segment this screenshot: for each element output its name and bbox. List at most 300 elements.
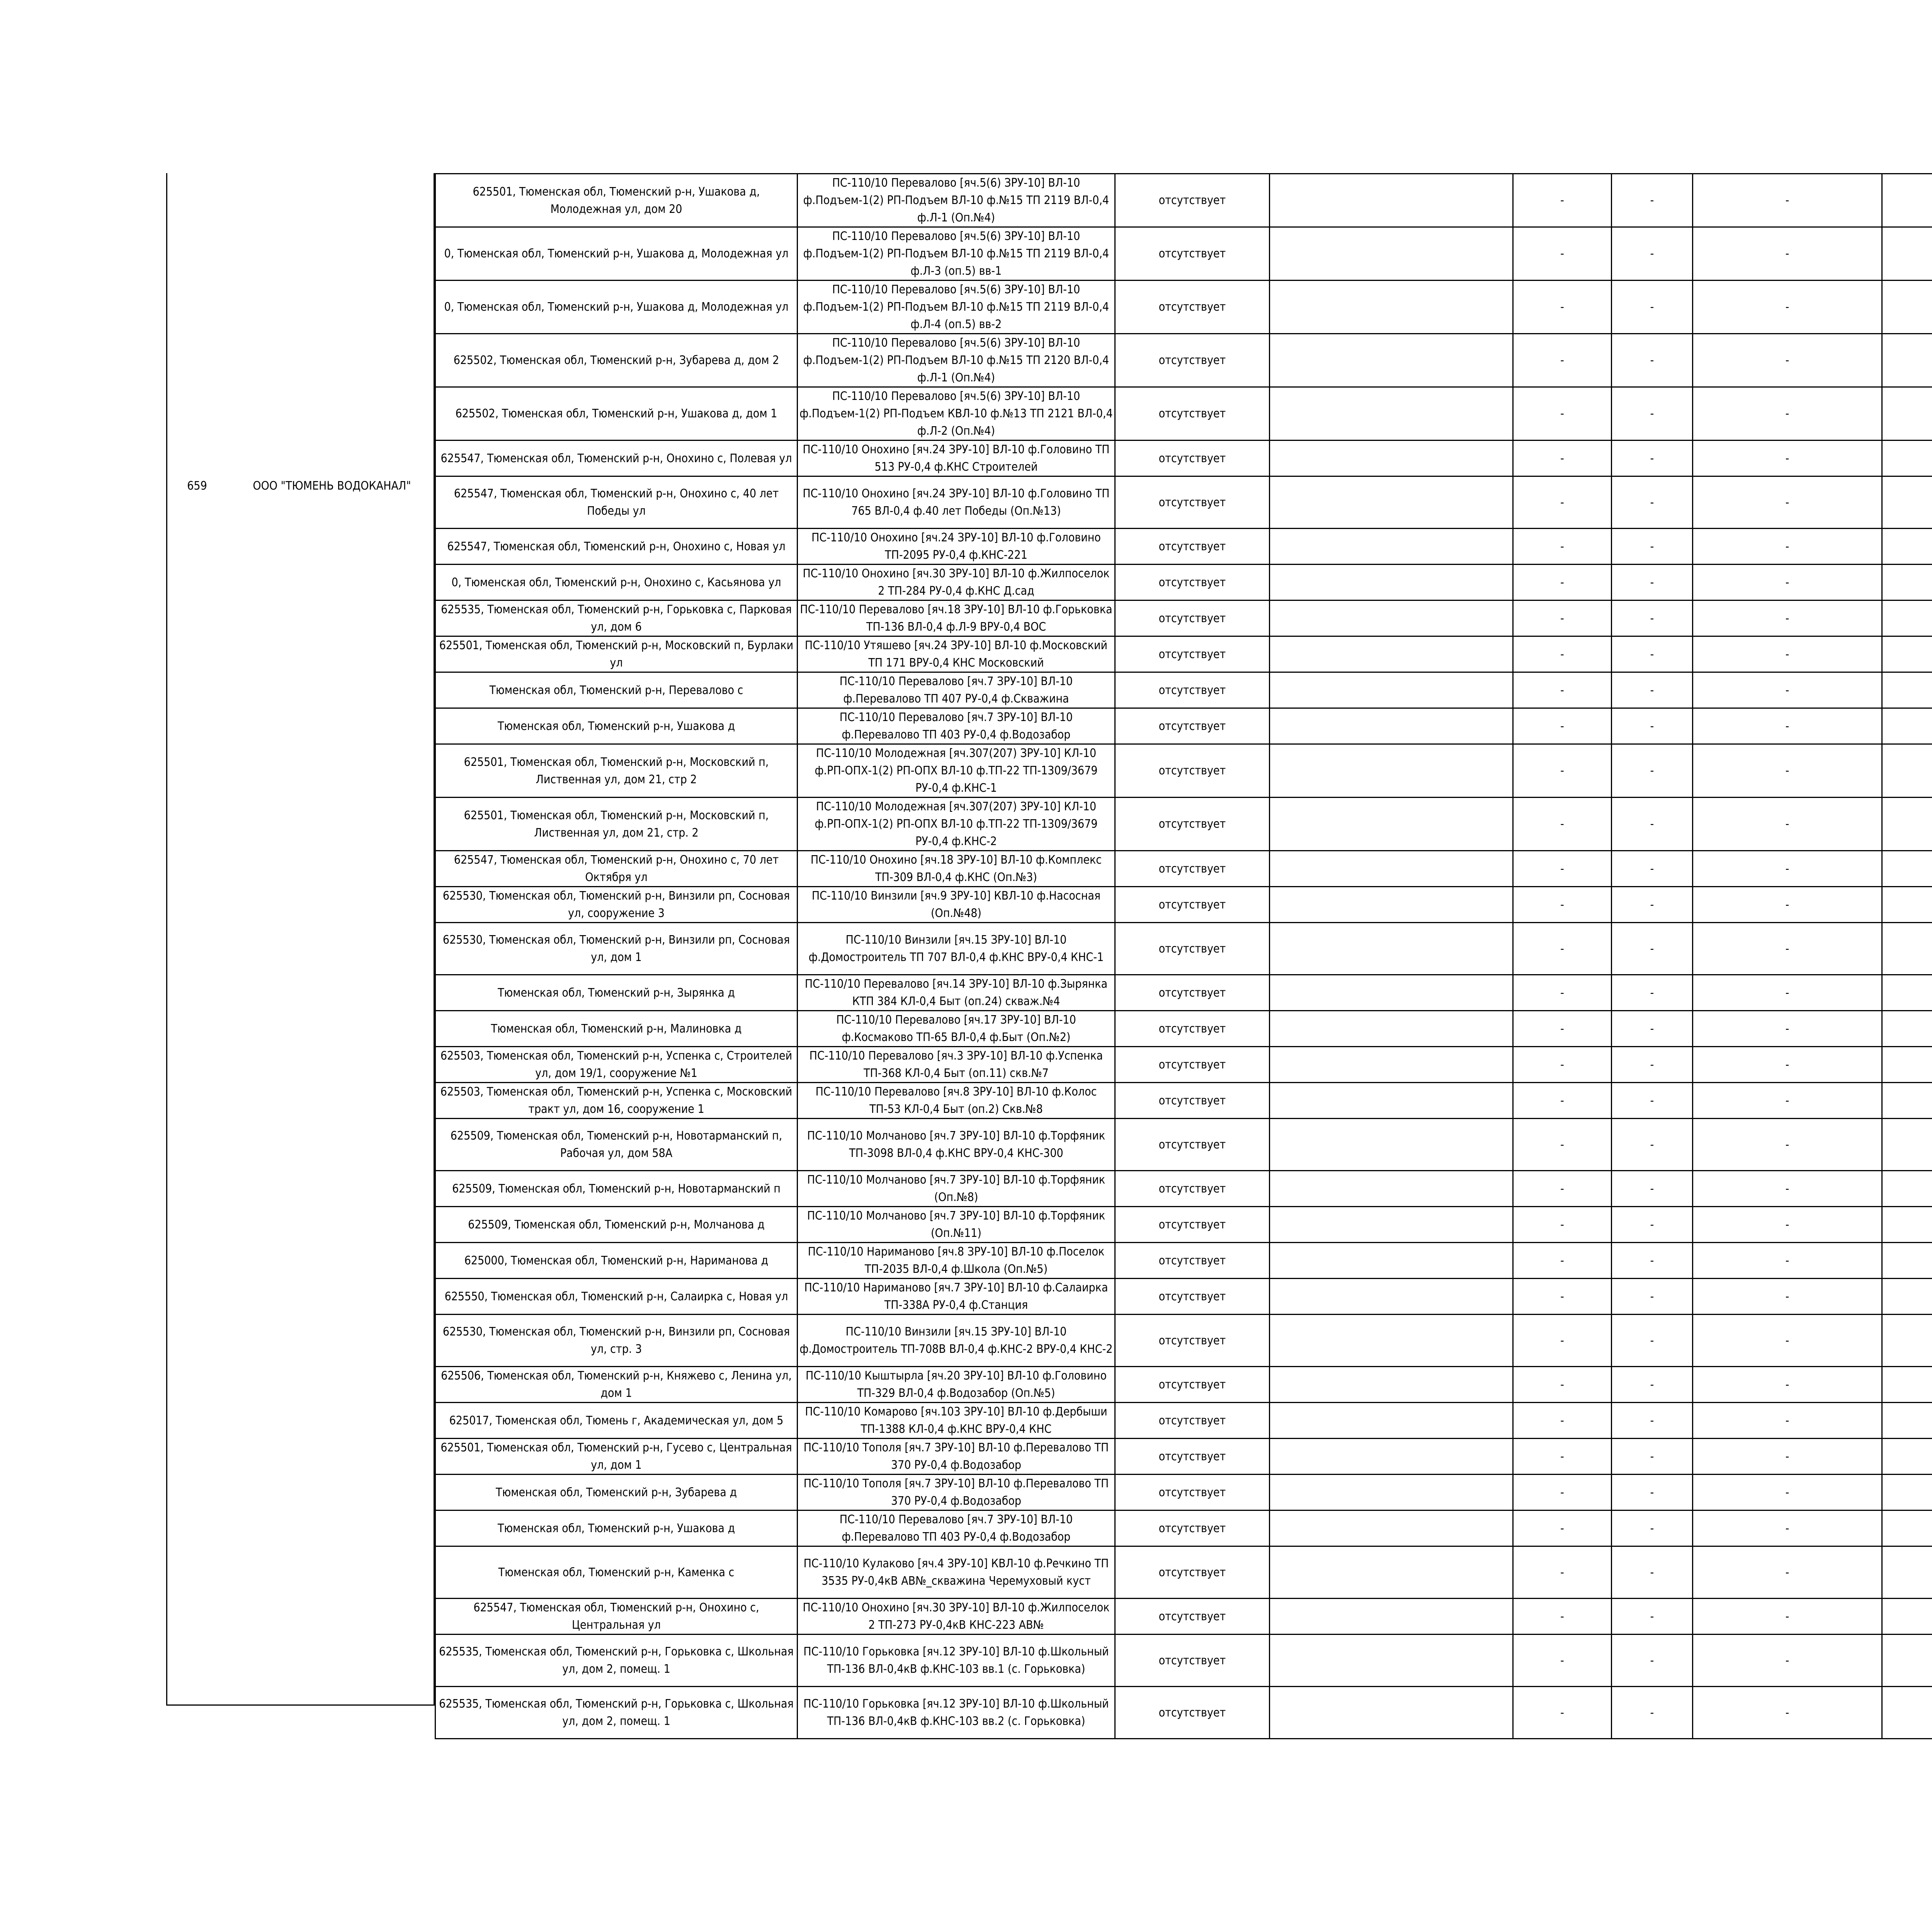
- dash-cell: [1882, 851, 1932, 887]
- supply-source-cell: ПС-110/10 Перевалово [яч.5(6) ЗРУ-10] ВЛ-10 ф.Подъем-1(2) РП-Подъем ВЛ-10 ф.№15 ТП 2119 ВЛ-0,4 ф.Л-4 (оп.5) вв-2: [798, 281, 1115, 334]
- status-cell: отсутствует: [1115, 227, 1270, 281]
- status-cell: отсутствует: [1115, 975, 1270, 1011]
- table-row: [435, 1510, 1932, 1546]
- dash-cell: -: [1693, 1367, 1882, 1403]
- dash-cell: [1882, 1510, 1932, 1546]
- dash-cell: [1882, 887, 1932, 923]
- status-cell: отсутствует: [1115, 1011, 1270, 1047]
- dash-cell: -: [1693, 923, 1882, 975]
- dash-cell: [1882, 1367, 1932, 1403]
- supply-source-cell: ПС-110/10 Перевалово [яч.7 ЗРУ-10] ВЛ-10 ф.Перевалово ТП 403 РУ-0,4 ф.Водозабор: [798, 1510, 1115, 1546]
- dash-cell: -: [1693, 1510, 1882, 1546]
- dash-cell: -: [1513, 1171, 1612, 1207]
- dash-cell: -: [1612, 923, 1693, 975]
- address-cell: 625535, Тюменская обл, Тюменский р-н, Горьковка с, Школьная ул, дом 2, помещ. 1: [435, 1687, 798, 1739]
- blank-cell: [1270, 636, 1513, 672]
- data-table-wrapper: [435, 173, 1932, 1728]
- address-cell: 625530, Тюменская обл, Тюменский р-н, Винзили рп, Сосновая ул, сооружение 3: [435, 887, 798, 923]
- table-row: [435, 387, 1932, 441]
- table-row: [435, 1403, 1932, 1439]
- supply-source-cell: ПС-110/10 Перевалово [яч.7 ЗРУ-10] ВЛ-10 ф.Перевалово ТП 403 РУ-0,4 ф.Водозабор: [798, 708, 1115, 744]
- supply-source-cell: ПС-110/10 Перевалово [яч.5(6) ЗРУ-10] ВЛ-10 ф.Подъем-1(2) РП-Подъем ВЛ-10 ф.№15 ТП 2120 ВЛ-0,4 ф.Л-1 (Оп.№4): [798, 334, 1115, 387]
- table-row: [435, 672, 1932, 708]
- table-row: [435, 1635, 1932, 1687]
- dash-cell: [1882, 744, 1932, 798]
- blank-cell: [1270, 476, 1513, 529]
- dash-cell: [1882, 1243, 1932, 1279]
- dash-cell: [1882, 227, 1932, 281]
- dash-cell: -: [1513, 1083, 1612, 1119]
- supply-source-cell: ПС-110/10 Молодежная [яч.307(207) ЗРУ-10] КЛ-10 ф.РП-ОПХ-1(2) РП-ОПХ ВЛ-10 ф.ТП-22 ТП-1309/3679 РУ-0,4 ф.КНС-1: [798, 744, 1115, 798]
- dash-cell: -: [1513, 1510, 1612, 1546]
- group-frame: [166, 173, 435, 1706]
- dash-cell: -: [1693, 334, 1882, 387]
- dash-cell: -: [1612, 1367, 1693, 1403]
- blank-cell: [1270, 441, 1513, 476]
- table-row: [435, 708, 1932, 744]
- dash-cell: -: [1693, 1119, 1882, 1171]
- dash-cell: -: [1513, 1367, 1612, 1403]
- status-cell: отсутствует: [1115, 1315, 1270, 1367]
- blank-cell: [1270, 174, 1513, 227]
- status-cell: отсутствует: [1115, 476, 1270, 529]
- supply-source-cell: ПС-110/10 Перевалово [яч.5(6) ЗРУ-10] ВЛ-10 ф.Подъем-1(2) РП-Подъем ВЛ-10 ф.№15 ТП 2119 ВЛ-0,4 ф.Л-1 (Оп.№4): [798, 174, 1115, 227]
- blank-cell: [1270, 672, 1513, 708]
- dash-cell: [1882, 1171, 1932, 1207]
- supply-source-cell: ПС-110/10 Винзили [яч.15 ЗРУ-10] ВЛ-10 ф.Домостроитель ТП-708В ВЛ-0,4 ф.КНС-2 ВРУ-0,4 КНС-2: [798, 1315, 1115, 1367]
- address-cell: Тюменская обл, Тюменский р-н, Ушакова д: [435, 1510, 798, 1546]
- address-cell: 625503, Тюменская обл, Тюменский р-н, Успенка с, Московский тракт ул, дом 16, сооружение 1: [435, 1083, 798, 1119]
- dash-cell: -: [1612, 975, 1693, 1011]
- supply-source-cell: ПС-110/10 Тополя [яч.7 ЗРУ-10] ВЛ-10 ф.Перевалово ТП 370 РУ-0,4 ф.Водозабор: [798, 1475, 1115, 1510]
- address-cell: 625501, Тюменская обл, Тюменский р-н, Ушакова д, Молодежная ул, дом 20: [435, 174, 798, 227]
- dash-cell: [1882, 1475, 1932, 1510]
- dash-cell: [1882, 441, 1932, 476]
- dash-cell: -: [1612, 1635, 1693, 1687]
- supply-source-cell: ПС-110/10 Молчаново [яч.7 ЗРУ-10] ВЛ-10 ф.Торфяник ТП-3098 ВЛ-0,4 ф.КНС ВРУ-0,4 КНС-300: [798, 1119, 1115, 1171]
- dash-cell: -: [1612, 441, 1693, 476]
- table-row: [435, 1687, 1932, 1739]
- dash-cell: -: [1693, 975, 1882, 1011]
- table-row: [435, 1119, 1932, 1171]
- status-cell: отсутствует: [1115, 1083, 1270, 1119]
- dash-cell: -: [1612, 1279, 1693, 1315]
- supply-source-cell: ПС-110/10 Горьковка [яч.12 ЗРУ-10] ВЛ-10 ф.Школьный ТП-136 ВЛ-0,4кВ ф.КНС-103 вв.1 (с. Горьковка): [798, 1635, 1115, 1687]
- status-cell: отсутствует: [1115, 529, 1270, 565]
- dash-cell: -: [1513, 334, 1612, 387]
- table-row: [435, 851, 1932, 887]
- dash-cell: [1882, 1599, 1932, 1635]
- table-row: [435, 174, 1932, 227]
- blank-cell: [1270, 1171, 1513, 1207]
- dash-cell: -: [1612, 798, 1693, 851]
- address-cell: 625550, Тюменская обл, Тюменский р-н, Салаирка с, Новая ул: [435, 1279, 798, 1315]
- dash-cell: -: [1612, 476, 1693, 529]
- dash-cell: -: [1612, 565, 1693, 600]
- status-cell: отсутствует: [1115, 1207, 1270, 1243]
- dash-cell: [1882, 923, 1932, 975]
- dash-cell: [1882, 1047, 1932, 1083]
- row-number: 659: [187, 479, 207, 493]
- blank-cell: [1270, 887, 1513, 923]
- dash-cell: -: [1612, 1546, 1693, 1599]
- dash-cell: -: [1693, 1439, 1882, 1475]
- dash-cell: -: [1612, 1439, 1693, 1475]
- dash-cell: [1882, 1315, 1932, 1367]
- dash-cell: -: [1693, 1315, 1882, 1367]
- address-cell: 625000, Тюменская обл, Тюменский р-н, Нариманова д: [435, 1243, 798, 1279]
- dash-cell: -: [1612, 1047, 1693, 1083]
- dash-cell: -: [1513, 227, 1612, 281]
- supply-source-cell: ПС-110/10 Перевалово [яч.5(6) ЗРУ-10] ВЛ-10 ф.Подъем-1(2) РП-Подъем ВЛ-10 ф.№15 ТП 2119 ВЛ-0,4 ф.Л-3 (оп.5) вв-1: [798, 227, 1115, 281]
- supply-source-cell: ПС-110/10 Онохино [яч.24 ЗРУ-10] ВЛ-10 ф.Головино ТП 513 РУ-0,4 ф.КНС Строителей: [798, 441, 1115, 476]
- supply-source-cell: ПС-110/10 Молодежная [яч.307(207) ЗРУ-10] КЛ-10 ф.РП-ОПХ-1(2) РП-ОПХ ВЛ-10 ф.ТП-22 ТП-1309/3679 РУ-0,4 ф.КНС-2: [798, 798, 1115, 851]
- status-cell: отсутствует: [1115, 708, 1270, 744]
- dash-cell: -: [1612, 636, 1693, 672]
- status-cell: отсутствует: [1115, 887, 1270, 923]
- address-cell: Тюменская обл, Тюменский р-н, Перевалово с: [435, 672, 798, 708]
- table-row: [435, 636, 1932, 672]
- address-cell: 625501, Тюменская обл, Тюменский р-н, Московский п, Лиственная ул, дом 21, стр 2: [435, 744, 798, 798]
- dash-cell: -: [1693, 1011, 1882, 1047]
- dash-cell: [1882, 1439, 1932, 1475]
- dash-cell: -: [1513, 1635, 1612, 1687]
- dash-cell: -: [1513, 1011, 1612, 1047]
- dash-cell: -: [1693, 476, 1882, 529]
- dash-cell: -: [1513, 441, 1612, 476]
- status-cell: отсутствует: [1115, 1599, 1270, 1635]
- status-cell: отсутствует: [1115, 1635, 1270, 1687]
- address-cell: 625509, Тюменская обл, Тюменский р-н, Молчанова д: [435, 1207, 798, 1243]
- table-row: [435, 887, 1932, 923]
- status-cell: отсутствует: [1115, 636, 1270, 672]
- blank-cell: [1270, 227, 1513, 281]
- dash-cell: -: [1612, 600, 1693, 636]
- dash-cell: -: [1693, 1083, 1882, 1119]
- status-cell: отсутствует: [1115, 1687, 1270, 1739]
- address-cell: 625509, Тюменская обл, Тюменский р-н, Новотарманский п, Рабочая ул, дом 58А: [435, 1119, 798, 1171]
- dash-cell: [1882, 1635, 1932, 1687]
- dash-cell: -: [1612, 387, 1693, 441]
- dash-cell: -: [1513, 565, 1612, 600]
- table-row: [435, 1279, 1932, 1315]
- status-cell: отсутствует: [1115, 1546, 1270, 1599]
- dash-cell: -: [1513, 851, 1612, 887]
- blank-cell: [1270, 1367, 1513, 1403]
- dash-cell: -: [1513, 1439, 1612, 1475]
- dash-cell: -: [1612, 1687, 1693, 1739]
- blank-cell: [1270, 1207, 1513, 1243]
- address-cell: Тюменская обл, Тюменский р-н, Зубарева д: [435, 1475, 798, 1510]
- address-cell: 625017, Тюменская обл, Тюмень г, Академическая ул, дом 5: [435, 1403, 798, 1439]
- status-cell: отсутствует: [1115, 387, 1270, 441]
- supply-source-cell: ПС-110/10 Онохино [яч.30 ЗРУ-10] ВЛ-10 ф.Жилпоселок 2 ТП-284 РУ-0,4 ф.КНС Д.сад: [798, 565, 1115, 600]
- dash-cell: [1882, 600, 1932, 636]
- data-table: [435, 173, 1932, 1739]
- address-cell: 625530, Тюменская обл, Тюменский р-н, Винзили рп, Сосновая ул, дом 1: [435, 923, 798, 975]
- address-cell: 625547, Тюменская обл, Тюменский р-н, Онохино с, Новая ул: [435, 529, 798, 565]
- dash-cell: -: [1612, 334, 1693, 387]
- dash-cell: [1882, 1207, 1932, 1243]
- address-cell: 625547, Тюменская обл, Тюменский р-н, Онохино с, Центральная ул: [435, 1599, 798, 1635]
- dash-cell: -: [1513, 1475, 1612, 1510]
- address-cell: Тюменская обл, Тюменский р-н, Малиновка д: [435, 1011, 798, 1047]
- blank-cell: [1270, 1119, 1513, 1171]
- organization-name: ООО "ТЮМЕНЬ ВОДОКАНАЛ": [253, 479, 411, 493]
- supply-source-cell: ПС-110/10 Молчаново [яч.7 ЗРУ-10] ВЛ-10 ф.Торфяник (Оп.№8): [798, 1171, 1115, 1207]
- blank-cell: [1270, 744, 1513, 798]
- blank-cell: [1270, 334, 1513, 387]
- dash-cell: [1882, 975, 1932, 1011]
- dash-cell: -: [1513, 1119, 1612, 1171]
- dash-cell: [1882, 281, 1932, 334]
- blank-cell: [1270, 923, 1513, 975]
- status-cell: отсутствует: [1115, 1047, 1270, 1083]
- dash-cell: -: [1693, 672, 1882, 708]
- dash-cell: -: [1693, 744, 1882, 798]
- table-row: [435, 529, 1932, 565]
- address-cell: Тюменская обл, Тюменский р-н, Ушакова д: [435, 708, 798, 744]
- blank-cell: [1270, 281, 1513, 334]
- blank-cell: [1270, 1403, 1513, 1439]
- dash-cell: -: [1513, 798, 1612, 851]
- table-row: [435, 476, 1932, 529]
- dash-cell: -: [1513, 1243, 1612, 1279]
- dash-cell: -: [1612, 1207, 1693, 1243]
- dash-cell: [1882, 1403, 1932, 1439]
- dash-cell: -: [1612, 1315, 1693, 1367]
- dash-cell: -: [1612, 1171, 1693, 1207]
- blank-cell: [1270, 1047, 1513, 1083]
- address-cell: 0, Тюменская обл, Тюменский р-н, Онохино с, Касьянова ул: [435, 565, 798, 600]
- blank-cell: [1270, 708, 1513, 744]
- dash-cell: -: [1513, 529, 1612, 565]
- dash-cell: -: [1513, 975, 1612, 1011]
- blank-cell: [1270, 529, 1513, 565]
- supply-source-cell: ПС-110/10 Перевалово [яч.7 ЗРУ-10] ВЛ-10 ф.Перевалово ТП 407 РУ-0,4 ф.Скважина: [798, 672, 1115, 708]
- dash-cell: -: [1693, 1635, 1882, 1687]
- status-cell: отсутствует: [1115, 1403, 1270, 1439]
- dash-cell: -: [1693, 1687, 1882, 1739]
- status-cell: отсутствует: [1115, 1119, 1270, 1171]
- dash-cell: [1882, 1546, 1932, 1599]
- dash-cell: -: [1513, 600, 1612, 636]
- dash-cell: -: [1612, 851, 1693, 887]
- dash-cell: -: [1612, 1119, 1693, 1171]
- supply-source-cell: ПС-110/10 Комарово [яч.103 ЗРУ-10] ВЛ-10 ф.Дербыши ТП-1388 КЛ-0,4 ф.КНС ВРУ-0,4 КНС: [798, 1403, 1115, 1439]
- table-row: [435, 1171, 1932, 1207]
- address-cell: 625509, Тюменская обл, Тюменский р-н, Новотарманский п: [435, 1171, 798, 1207]
- dash-cell: [1882, 1279, 1932, 1315]
- table-row: [435, 1546, 1932, 1599]
- dash-cell: [1882, 476, 1932, 529]
- address-cell: 625501, Тюменская обл, Тюменский р-н, Московский п, Лиственная ул, дом 21, стр. 2: [435, 798, 798, 851]
- address-cell: 625502, Тюменская обл, Тюменский р-н, Зубарева д, дом 2: [435, 334, 798, 387]
- table-row: [435, 1243, 1932, 1279]
- blank-cell: [1270, 1243, 1513, 1279]
- address-cell: 625503, Тюменская обл, Тюменский р-н, Успенка с, Строителей ул, дом 19/1, сооружение №1: [435, 1047, 798, 1083]
- dash-cell: -: [1612, 1243, 1693, 1279]
- address-cell: Тюменская обл, Тюменский р-н, Зырянка д: [435, 975, 798, 1011]
- dash-cell: -: [1693, 1599, 1882, 1635]
- table-row: [435, 441, 1932, 476]
- dash-cell: -: [1612, 1475, 1693, 1510]
- dash-cell: -: [1693, 1546, 1882, 1599]
- supply-source-cell: ПС-110/10 Перевалово [яч.17 ЗРУ-10] ВЛ-10 ф.Космаково ТП-65 ВЛ-0,4 ф.Быт (Оп.№2): [798, 1011, 1115, 1047]
- dash-cell: -: [1612, 708, 1693, 744]
- address-cell: 625530, Тюменская обл, Тюменский р-н, Винзили рп, Сосновая ул, стр. 3: [435, 1315, 798, 1367]
- status-cell: отсутствует: [1115, 798, 1270, 851]
- dash-cell: -: [1612, 1011, 1693, 1047]
- supply-source-cell: ПС-110/10 Утяшево [яч.24 ЗРУ-10] ВЛ-10 ф.Московский ТП 171 ВРУ-0,4 КНС Московский: [798, 636, 1115, 672]
- dash-cell: -: [1513, 1047, 1612, 1083]
- status-cell: отсутствует: [1115, 672, 1270, 708]
- dash-cell: -: [1693, 1207, 1882, 1243]
- table-row: [435, 1475, 1932, 1510]
- dash-cell: -: [1693, 887, 1882, 923]
- status-cell: отсутствует: [1115, 565, 1270, 600]
- status-cell: отсутствует: [1115, 923, 1270, 975]
- table-row: [435, 227, 1932, 281]
- supply-source-cell: ПС-110/10 Кыштырла [яч.20 ЗРУ-10] ВЛ-10 ф.Головино ТП-329 ВЛ-0,4 ф.Водозабор (Оп.№5): [798, 1367, 1115, 1403]
- address-cell: 625502, Тюменская обл, Тюменский р-н, Ушакова д, дом 1: [435, 387, 798, 441]
- dash-cell: -: [1612, 1403, 1693, 1439]
- status-cell: отсутствует: [1115, 1475, 1270, 1510]
- blank-cell: [1270, 1687, 1513, 1739]
- address-cell: 625547, Тюменская обл, Тюменский р-н, Онохино с, 40 лет Победы ул: [435, 476, 798, 529]
- table-row: [435, 281, 1932, 334]
- table-row: [435, 1315, 1932, 1367]
- address-cell: 625547, Тюменская обл, Тюменский р-н, Онохино с, 70 лет Октября ул: [435, 851, 798, 887]
- address-cell: 625506, Тюменская обл, Тюменский р-н, Княжево с, Ленина ул, дом 1: [435, 1367, 798, 1403]
- dash-cell: [1882, 387, 1932, 441]
- dash-cell: -: [1612, 672, 1693, 708]
- dash-cell: -: [1513, 174, 1612, 227]
- status-cell: отсутствует: [1115, 1439, 1270, 1475]
- dash-cell: -: [1513, 476, 1612, 529]
- table-row: [435, 1207, 1932, 1243]
- dash-cell: -: [1513, 923, 1612, 975]
- dash-cell: -: [1513, 1315, 1612, 1367]
- address-cell: 0, Тюменская обл, Тюменский р-н, Ушакова д, Молодежная ул: [435, 281, 798, 334]
- status-cell: отсутствует: [1115, 174, 1270, 227]
- blank-cell: [1270, 1083, 1513, 1119]
- dash-cell: -: [1513, 708, 1612, 744]
- table-row: [435, 1439, 1932, 1475]
- dash-cell: [1882, 1119, 1932, 1171]
- dash-cell: [1882, 174, 1932, 227]
- supply-source-cell: ПС-110/10 Онохино [яч.18 ЗРУ-10] ВЛ-10 ф.Комплекс ТП-309 ВЛ-0,4 ф.КНС (Оп.№3): [798, 851, 1115, 887]
- table-row: [435, 1047, 1932, 1083]
- table-row: [435, 923, 1932, 975]
- blank-cell: [1270, 1475, 1513, 1510]
- dash-cell: -: [1693, 600, 1882, 636]
- table-row: [435, 1011, 1932, 1047]
- table-row: [435, 1367, 1932, 1403]
- dash-cell: -: [1693, 281, 1882, 334]
- supply-source-cell: ПС-110/10 Перевалово [яч.5(6) ЗРУ-10] ВЛ-10 ф.Подъем-1(2) РП-Подъем КВЛ-10 ф.№13 ТП 2121 ВЛ-0,4 ф.Л-2 (Оп.№4): [798, 387, 1115, 441]
- dash-cell: -: [1693, 387, 1882, 441]
- status-cell: отсутствует: [1115, 851, 1270, 887]
- supply-source-cell: ПС-110/10 Молчаново [яч.7 ЗРУ-10] ВЛ-10 ф.Торфяник (Оп.№11): [798, 1207, 1115, 1243]
- dash-cell: -: [1513, 1546, 1612, 1599]
- dash-cell: -: [1693, 1279, 1882, 1315]
- dash-cell: -: [1693, 174, 1882, 227]
- dash-cell: -: [1612, 1083, 1693, 1119]
- address-cell: 625535, Тюменская обл, Тюменский р-н, Горьковка с, Школьная ул, дом 2, помещ. 1: [435, 1635, 798, 1687]
- dash-cell: -: [1693, 1475, 1882, 1510]
- dash-cell: -: [1612, 744, 1693, 798]
- dash-cell: -: [1693, 798, 1882, 851]
- dash-cell: [1882, 798, 1932, 851]
- address-cell: 625501, Тюменская обл, Тюменский р-н, Московский п, Бурлаки ул: [435, 636, 798, 672]
- dash-cell: -: [1693, 565, 1882, 600]
- supply-source-cell: ПС-110/10 Перевалово [яч.3 ЗРУ-10] ВЛ-10 ф.Успенка ТП-368 КЛ-0,4 Быт (оп.11) скв.№7: [798, 1047, 1115, 1083]
- dash-cell: -: [1693, 441, 1882, 476]
- dash-cell: -: [1612, 1599, 1693, 1635]
- blank-cell: [1270, 1599, 1513, 1635]
- dash-cell: -: [1513, 1687, 1612, 1739]
- table-row: [435, 975, 1932, 1011]
- supply-source-cell: ПС-110/10 Перевалово [яч.8 ЗРУ-10] ВЛ-10 ф.Колос ТП-53 КЛ-0,4 Быт (оп.2) Скв.№8: [798, 1083, 1115, 1119]
- table-row: [435, 334, 1932, 387]
- dash-cell: -: [1513, 387, 1612, 441]
- address-cell: 625501, Тюменская обл, Тюменский р-н, Гусево с, Центральная ул, дом 1: [435, 1439, 798, 1475]
- blank-cell: [1270, 387, 1513, 441]
- dash-cell: -: [1693, 1171, 1882, 1207]
- dash-cell: [1882, 334, 1932, 387]
- dash-cell: -: [1513, 1279, 1612, 1315]
- dash-cell: -: [1612, 174, 1693, 227]
- dash-cell: -: [1612, 887, 1693, 923]
- address-cell: 625535, Тюменская обл, Тюменский р-н, Горьковка с, Парковая ул, дом 6: [435, 600, 798, 636]
- table-row: [435, 1083, 1932, 1119]
- status-cell: отсутствует: [1115, 1279, 1270, 1315]
- dash-cell: -: [1693, 636, 1882, 672]
- blank-cell: [1270, 1546, 1513, 1599]
- dash-cell: -: [1693, 708, 1882, 744]
- supply-source-cell: ПС-110/10 Кулаково [яч.4 ЗРУ-10] КВЛ-10 ф.Речкино ТП 3535 РУ-0,4кВ АВ№_скважина Черемуховый куст: [798, 1546, 1115, 1599]
- dash-cell: -: [1513, 887, 1612, 923]
- blank-cell: [1270, 975, 1513, 1011]
- dash-cell: [1882, 565, 1932, 600]
- status-cell: отсутствует: [1115, 281, 1270, 334]
- dash-cell: [1882, 636, 1932, 672]
- blank-cell: [1270, 1011, 1513, 1047]
- dash-cell: -: [1693, 1243, 1882, 1279]
- status-cell: отсутствует: [1115, 1367, 1270, 1403]
- dash-cell: -: [1612, 1510, 1693, 1546]
- supply-source-cell: ПС-110/10 Винзили [яч.9 ЗРУ-10] КВЛ-10 ф.Насосная (Оп.№48): [798, 887, 1115, 923]
- dash-cell: [1882, 1687, 1932, 1739]
- dash-cell: [1882, 529, 1932, 565]
- supply-source-cell: ПС-110/10 Горьковка [яч.12 ЗРУ-10] ВЛ-10 ф.Школьный ТП-136 ВЛ-0,4кВ ф.КНС-103 вв.2 (с. Горьковка): [798, 1687, 1115, 1739]
- status-cell: отсутствует: [1115, 1243, 1270, 1279]
- dash-cell: -: [1513, 636, 1612, 672]
- dash-cell: [1882, 1011, 1932, 1047]
- dash-cell: -: [1693, 1047, 1882, 1083]
- dash-cell: -: [1693, 529, 1882, 565]
- status-cell: отсутствует: [1115, 441, 1270, 476]
- address-cell: Тюменская обл, Тюменский р-н, Каменка с: [435, 1546, 798, 1599]
- supply-source-cell: ПС-110/10 Перевалово [яч.18 ЗРУ-10] ВЛ-10 ф.Горьковка ТП-136 ВЛ-0,4 ф.Л-9 ВРУ-0,4 ВОС: [798, 600, 1115, 636]
- supply-source-cell: ПС-110/10 Нариманово [яч.8 ЗРУ-10] ВЛ-10 ф.Поселок ТП-2035 ВЛ-0,4 ф.Школа (Оп.№5): [798, 1243, 1115, 1279]
- table-row: [435, 1599, 1932, 1635]
- supply-source-cell: ПС-110/10 Онохино [яч.24 ЗРУ-10] ВЛ-10 ф.Головино ТП-2095 РУ-0,4 ф.КНС-221: [798, 529, 1115, 565]
- blank-cell: [1270, 1279, 1513, 1315]
- dash-cell: -: [1513, 281, 1612, 334]
- table-body: [435, 174, 1932, 1739]
